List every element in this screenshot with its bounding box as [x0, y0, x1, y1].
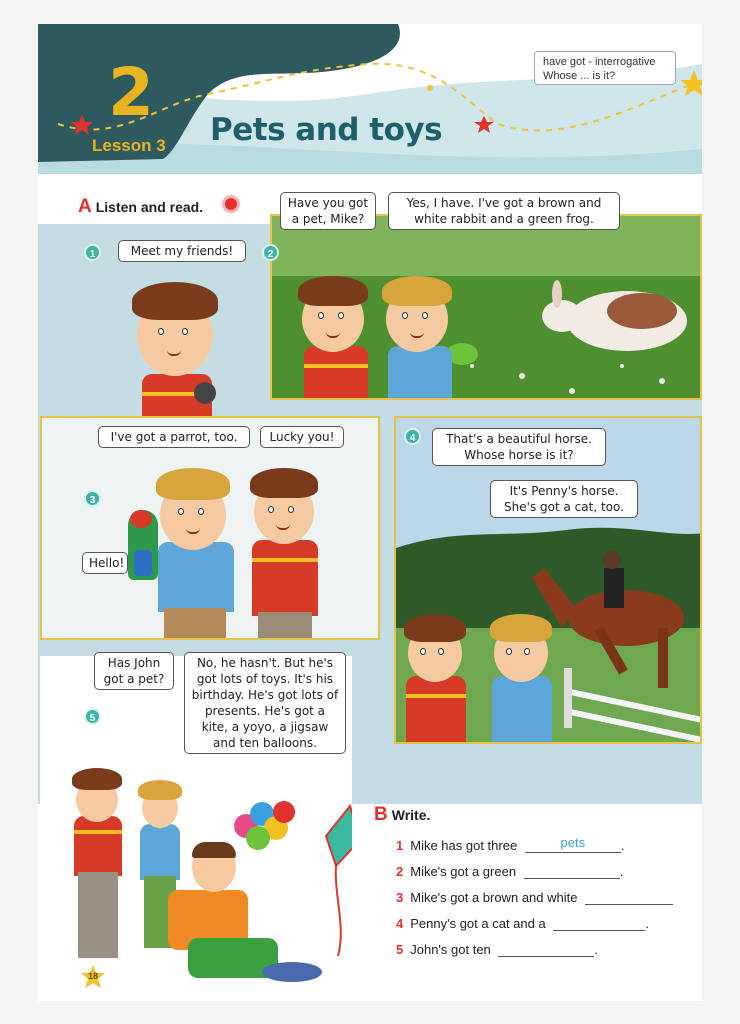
- exercise-item: [396, 942, 598, 957]
- item-number: 4: [396, 916, 404, 931]
- exercise-item: [396, 864, 623, 879]
- speech-bubble-1: Meet my friends!: [118, 240, 246, 262]
- speech-bubble-4a: That's a beautiful horse. Whose horse is it?: [432, 428, 606, 466]
- panel-4-number: 4: [404, 428, 421, 445]
- exercise-item: [396, 835, 625, 853]
- answer-blank[interactable]: [585, 891, 673, 905]
- item-text: Mike's got a green: [410, 864, 517, 879]
- section-a-letter: A: [78, 196, 92, 217]
- lesson-label: Lesson 3: [92, 136, 166, 155]
- comic-panel-2: [270, 214, 702, 400]
- item-number: 5: [396, 942, 404, 957]
- page-number-badge: [80, 964, 106, 990]
- mike-character: [402, 614, 472, 744]
- mike-character: [132, 274, 232, 416]
- speech-bubble-3b: Lucky you!: [260, 426, 344, 448]
- mike-character: [298, 276, 378, 400]
- speech-bubble-2a: Have you got a pet, Mike?: [280, 192, 376, 230]
- panel-1-number: 1: [84, 244, 101, 261]
- microphone: [194, 382, 216, 404]
- comic-panel-3: [40, 416, 380, 640]
- answer-blank[interactable]: [553, 917, 645, 931]
- answer-text: pets: [560, 835, 586, 850]
- item-end: .: [619, 864, 624, 879]
- exercise-item: [396, 890, 673, 905]
- lesson-number: 2: [108, 54, 154, 131]
- item-number: 3: [396, 890, 404, 905]
- mike-character: [248, 468, 328, 638]
- panel-3-number: 3: [84, 490, 101, 507]
- speech-bubble-3a: I've got a parrot, too.: [98, 426, 250, 448]
- balloons-and-kite: [226, 796, 352, 996]
- page-title: Pets and toys: [210, 112, 443, 148]
- section-a-heading: [78, 196, 203, 218]
- section-b-letter: B: [374, 804, 388, 825]
- rider: [603, 551, 624, 608]
- speech-bubble-5b: No, he hasn't. But he's got lots of toys. It's his birthday. He's got lots of presents. He's got a kite, a yoyo, a jigsaw and ten balloons.: [184, 652, 346, 754]
- speech-bubble-2b: Yes, I have. I've got a brown and white rabbit and a green frog.: [388, 192, 620, 230]
- textbook-page: [38, 24, 702, 1001]
- item-text: Penny's got a cat and a: [410, 916, 546, 931]
- blond-boy-character: [382, 276, 462, 400]
- item-text: John's got ten: [410, 942, 491, 957]
- section-a-instruction: Listen and read.: [95, 199, 204, 215]
- panel-2-number: 2: [262, 244, 279, 261]
- exercise-item: [396, 916, 649, 931]
- item-end: .: [594, 942, 599, 957]
- answer-blank[interactable]: [498, 943, 594, 957]
- page-number: 18: [87, 971, 98, 981]
- item-text: Mike has got three: [410, 838, 518, 853]
- speech-bubble-5a: Has John got a pet?: [94, 652, 174, 690]
- panel-5-number: 5: [84, 708, 101, 725]
- audio-cd-icon[interactable]: [222, 195, 240, 213]
- item-text: Mike's got a brown and white: [410, 890, 578, 905]
- item-end: .: [620, 838, 625, 853]
- grammar-box: [534, 51, 676, 85]
- section-b-heading: [374, 804, 430, 826]
- mike-character: [70, 768, 126, 968]
- section-b-instruction: Write.: [391, 807, 431, 823]
- item-number: 1: [396, 838, 404, 853]
- answer-blank[interactable]: [525, 835, 621, 853]
- grammar-line-1: have got - interrogative: [543, 56, 656, 68]
- item-end: .: [645, 916, 649, 931]
- answer-blank[interactable]: [524, 865, 620, 879]
- blond-boy-character: [488, 614, 558, 744]
- item-number: 2: [396, 864, 404, 879]
- speech-bubble-4b: It's Penny's horse. She's got a cat, too.: [490, 480, 638, 518]
- comic-panel-1: [40, 236, 268, 416]
- speech-bubble-3c: Hello!: [82, 552, 128, 574]
- blond-boy-character: [154, 468, 244, 638]
- grammar-line-2: Whose ... is it?: [543, 70, 616, 82]
